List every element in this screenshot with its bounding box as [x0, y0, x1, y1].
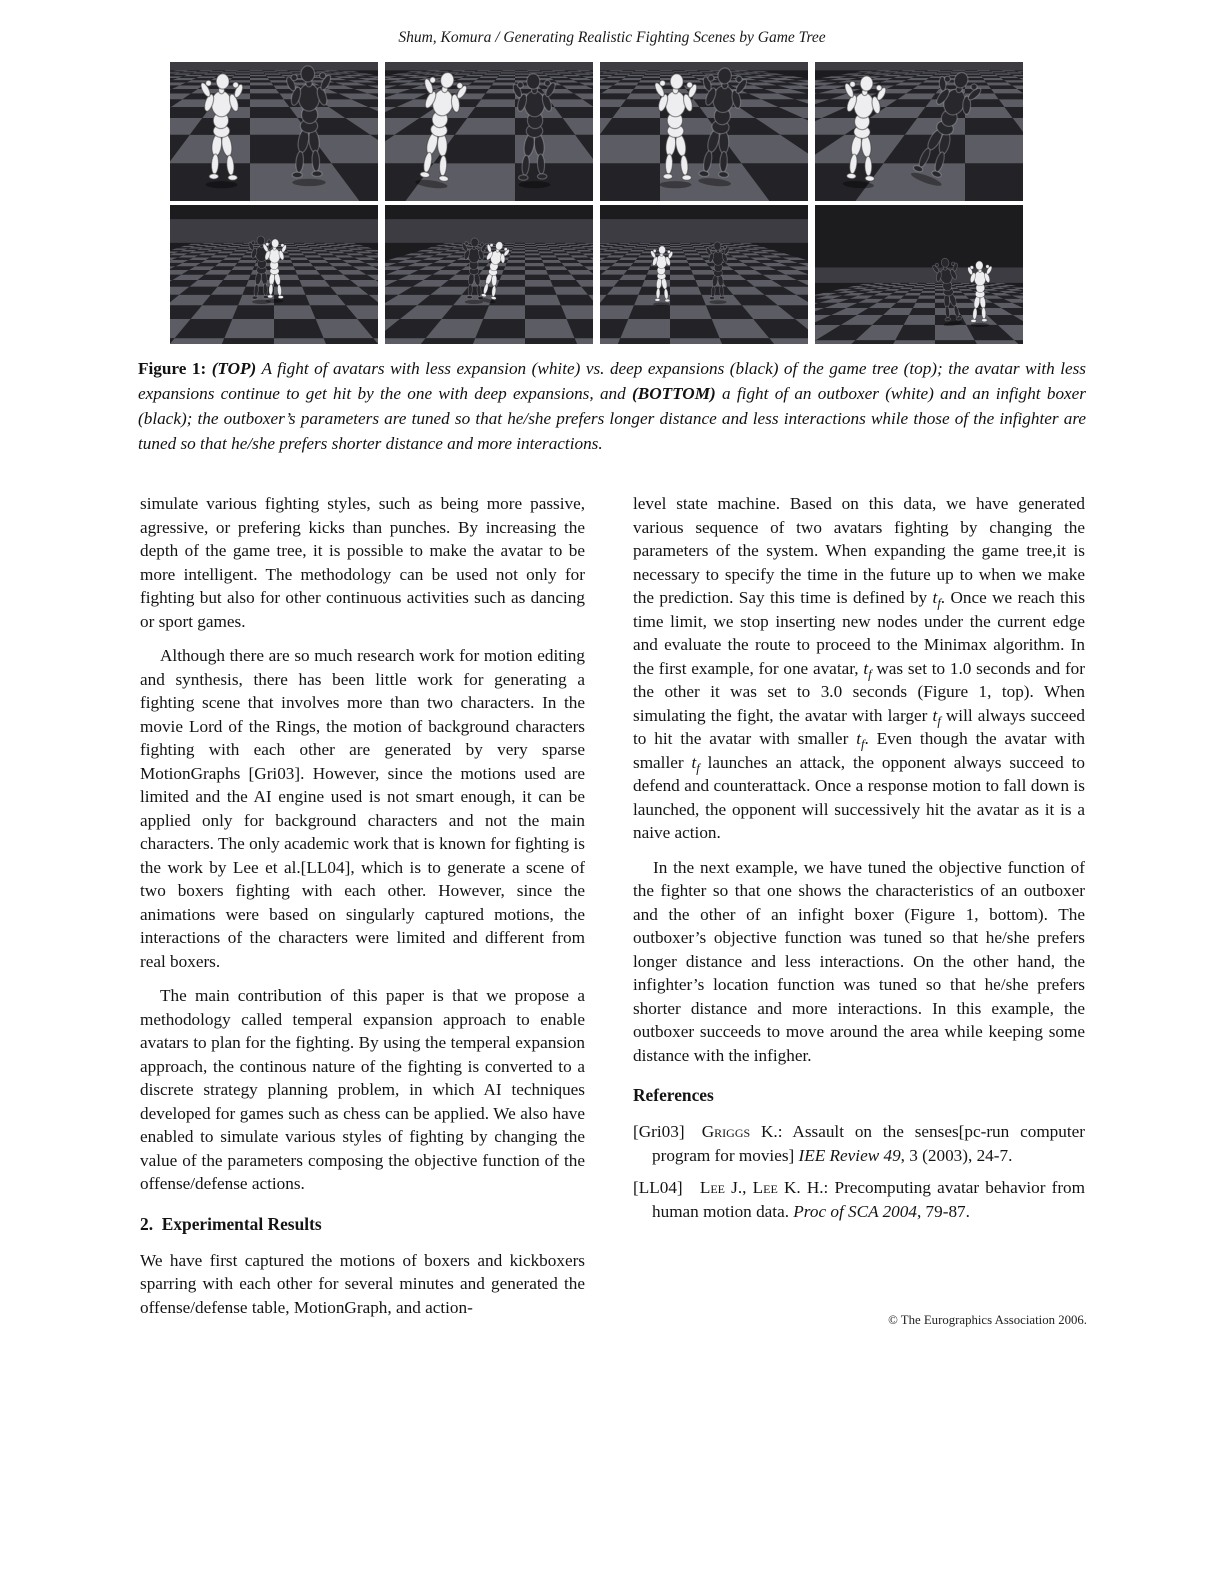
figure1-panel-bottom-2 — [385, 205, 593, 344]
figure1-panel-bottom-4 — [815, 205, 1023, 344]
white-avatar — [829, 72, 895, 192]
running-head: Shum, Komura / Generating Realistic Fighting Scenes by Game Tree — [398, 29, 826, 46]
black-avatar — [684, 63, 757, 191]
right-column — [633, 492, 1085, 1232]
copyright-notice: © The Eurographics Association 2006. — [888, 1313, 1087, 1327]
section-heading-experimental-results: 2. Experimental Results — [140, 1213, 322, 1234]
references-heading: References — [633, 1085, 714, 1105]
figure1-panel-bottom-3 — [600, 205, 808, 344]
figure1-panel-bottom-1 — [170, 205, 378, 344]
paragraph-related-work: Although there are so much research work for motion editing and synthesis, there has been little work for generating a fighting scene that involves more than two characters. In the movie Lord of the Rings, the motion of background characters fighting with each other are generated by very sparse MotionGraphs [Gri03]. However, since the motions used are limited and the AI engine used is not smart enough, it can be applied only for background characters and not the main characters. The only academic work that is known for fighting is the work by Lee et al.[LL04], which is to generate a scene of two boxers fighting with each other. However, since the animations were based on singularly captured motions, the interactions of the characters were limited and different from real boxers. — [140, 646, 585, 971]
black-avatar — [702, 241, 734, 305]
white-avatar — [192, 72, 251, 190]
white-avatar — [963, 260, 997, 328]
figure1-panel-top-2 — [385, 62, 593, 201]
figure1-caption: Figure 1: (TOP) A fight of avatars with less expansion (white) vs. deep expansions (black) of the game tree (top); the avatar with less expansions continue to get hit by the one with deep expansions, and (BOTTOM) a fight of an outboxer (white) and an infight boxer (black); the outboxer’s parameters are tuned so that he/she prefers longer distance and less interactions while those of the infighter are tuned so that he/she prefers shorter distance and more interactions. — [138, 359, 1086, 453]
white-avatar — [258, 238, 291, 304]
figure1-image-grid — [170, 62, 1023, 344]
black-avatar — [505, 72, 564, 190]
paragraph-fighting-styles: simulate various fighting styles, such as being more passive, agressive, or prefering kicks than punches. By increasing the depth of the game tree, it is possible to make the avatar to be more intelligent. The methodology can be used not only for fighting but also for other continuous activities such as dancing or sport games. — [140, 494, 585, 631]
white-avatar — [646, 245, 677, 307]
black-avatar — [278, 64, 340, 188]
left-column — [140, 492, 585, 1330]
reference-gri03: [Gri03] Griggs K.: Assault on the senses[pc-run computer program for movies] IEE Review 49, 3 (2003), 24-7. — [633, 1122, 1085, 1165]
figure1-panel-top-4 — [815, 62, 1023, 201]
paragraph-state-machine: level state machine. Based on this data, we have generated various sequence of two avatars fighting by changing the parameters of the system. When expanding the game tree,it is necessary to specify the time in the future up to when we make the prediction. Say this time is defined by $t_f$. Once we reach this time limit, we stop inserting new nodes under the current edge and evaluate the route to proceed to the Minimax algorithm. In the first example, for one avatar, $t_f$ was set to 1.0 seconds and for the other it was set to 3.0 seconds (Figure 1, top). When simulating the fight, the avatar with larger $t_f$ will always succeed to hit the avatar with smaller $t_f$. Even though the avatar with smaller $t_f$ launches an attack, the opponent always succeed to defend and counterattack. Once a response motion to fall down is launched, the opponent will successively hit the avatar as it is a naive action. — [633, 494, 1086, 842]
paragraph-main-contribution: The main contribution of this paper is that we propose a methodology called temperal expansion approach to enable avatars to plan for the fighting. By using the temperal expansion approach, the continous nature of the fighting is converted to a discrete strategy planning problem, in which AI techniques developed for games such as chess can be applied. We also have enabled to simulate various styles of fighting by changing the value of the parameters composing the objective function of the offense/defense actions. — [140, 986, 585, 1193]
reference-ll04: [LL04] Lee J., Lee K. H.: Precomputing avatar behavior from human motion data. Proc of SCA 2004, 79-87. — [633, 1178, 1086, 1221]
figure1-panel-top-3 — [600, 62, 808, 201]
paragraph-captured-motions: We have first captured the motions of boxers and kickboxers sparring with each other for several minutes and generated the offense/defense table, MotionGraph, and action- — [140, 1250, 585, 1317]
paragraph-outboxer-infighter: In the next example, we have tuned the objective function of the fighter so that one shows the characteristics of an outboxer and the other of an infight boxer (Figure 1, bottom). The outboxer’s objective function was tuned so that he/she prefers longer distance and less interactions. On the other hand, the infighter’s location function was tuned so that he/she prefers shorter distance and more interactions. In this example, the outboxer succeeds to move around the area while keeping some distance with the infigher. — [633, 857, 1085, 1065]
figure1-panel-top-1 — [170, 62, 378, 201]
